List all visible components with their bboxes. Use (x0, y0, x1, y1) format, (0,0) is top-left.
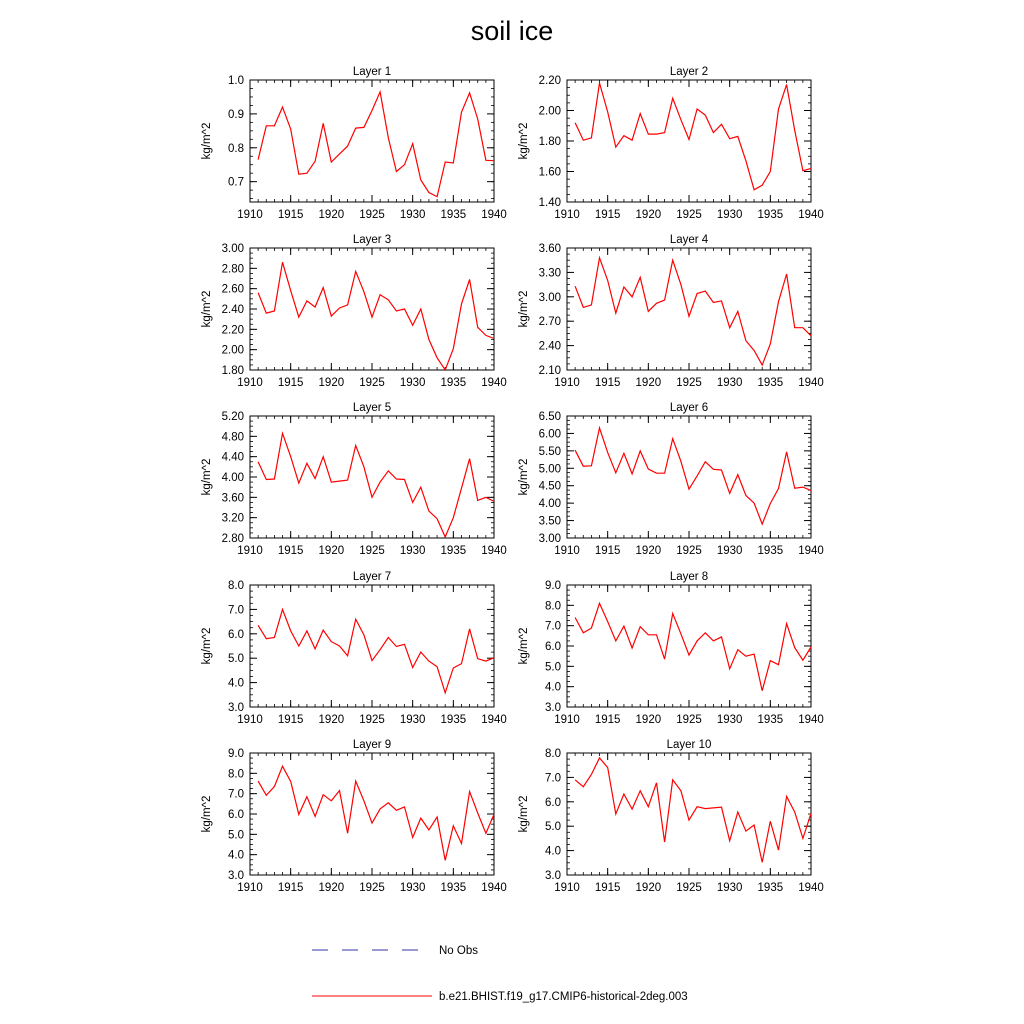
x-tick-label: 1930 (399, 714, 426, 726)
y-tick-label: 4.40 (221, 451, 244, 464)
y-axis-label: kg/m^2 (518, 627, 530, 665)
plot-frame (567, 248, 811, 370)
x-tick-label: 1935 (440, 377, 467, 389)
panel-layer-2 (518, 66, 824, 221)
legend-label: No Obs (439, 945, 478, 957)
y-tick-label: 8.0 (545, 748, 561, 760)
y-tick-label: 6.0 (545, 796, 561, 809)
x-tick-label: 1940 (798, 882, 824, 894)
x-tick-label: 1915 (277, 714, 304, 726)
x-tick-label: 1910 (237, 882, 263, 894)
x-tick-label: 1910 (237, 377, 263, 389)
x-tick-label: 1935 (440, 545, 467, 557)
y-tick-label: 9.0 (545, 580, 561, 592)
panel-layer-8 (518, 571, 824, 726)
x-tick-label: 1915 (594, 209, 621, 221)
panel-layer-7 (201, 571, 507, 726)
y-tick-label: 1.80 (221, 365, 244, 377)
y-tick-label: 2.40 (221, 304, 244, 316)
plot-frame (567, 585, 811, 707)
x-tick-label: 1910 (237, 545, 263, 557)
x-tick-label: 1925 (676, 882, 702, 894)
y-tick-label: 3.00 (538, 533, 561, 545)
y-tick-label: 8.0 (228, 768, 244, 781)
y-tick-label: 4.00 (538, 498, 561, 511)
y-tick-label: 3.30 (538, 267, 561, 280)
x-tick-label: 1930 (399, 882, 426, 894)
y-tick-label: 4.0 (228, 677, 244, 690)
x-tick-label: 1935 (757, 882, 784, 894)
x-tick-label: 1915 (594, 377, 621, 389)
y-axis-label: kg/m^2 (518, 795, 530, 833)
x-tick-label: 1920 (635, 209, 662, 221)
y-tick-label: 3.60 (221, 492, 244, 505)
y-tick-label: 5.0 (228, 829, 244, 842)
y-tick-label: 2.70 (538, 316, 561, 329)
panel-title: Layer 1 (352, 66, 392, 78)
x-tick-label: 1940 (481, 882, 507, 894)
y-tick-label: 2.00 (221, 344, 244, 357)
x-tick-label: 1935 (757, 714, 784, 726)
x-tick-label: 1930 (399, 209, 426, 221)
x-tick-label: 1915 (277, 882, 304, 894)
y-tick-label: 4.0 (545, 681, 561, 694)
series-line (258, 766, 494, 860)
y-tick-label: 7.0 (228, 788, 244, 801)
legend-label: b.e21.BHIST.f19_g17.CMIP6-historical-2deg.003 (439, 991, 688, 1003)
x-tick-label: 1920 (318, 209, 345, 221)
y-tick-label: 6.0 (228, 628, 244, 641)
plot-frame (250, 753, 494, 875)
series-line (258, 433, 494, 537)
y-tick-label: 5.0 (228, 653, 244, 666)
panel-layer-10 (518, 739, 824, 894)
x-tick-label: 1915 (277, 545, 304, 557)
y-tick-label: 2.20 (538, 75, 561, 87)
y-tick-label: 7.0 (545, 772, 561, 785)
series-line (258, 92, 494, 197)
x-tick-label: 1910 (554, 209, 580, 221)
panel-title: Layer 7 (352, 571, 392, 583)
plot-frame (250, 585, 494, 707)
y-tick-label: 2.80 (221, 533, 244, 545)
x-tick-label: 1920 (318, 377, 345, 389)
y-tick-label: 3.20 (221, 512, 244, 525)
y-tick-label: 2.40 (538, 340, 561, 353)
x-tick-label: 1935 (757, 377, 784, 389)
y-tick-label: 6.50 (538, 411, 561, 423)
y-tick-label: 5.0 (545, 661, 561, 674)
y-tick-label: 3.50 (538, 515, 561, 528)
y-tick-label: 3.0 (545, 870, 561, 882)
y-tick-label: 7.0 (228, 604, 244, 617)
x-tick-label: 1920 (635, 882, 662, 894)
panel-title: Layer 4 (669, 234, 709, 246)
x-tick-label: 1920 (318, 545, 345, 557)
x-tick-label: 1915 (277, 209, 304, 221)
y-tick-label: 9.0 (228, 748, 244, 760)
panel-title: Layer 6 (669, 402, 709, 414)
y-tick-label: 1.80 (538, 136, 561, 148)
y-tick-label: 6.00 (538, 428, 561, 441)
x-tick-label: 1935 (757, 545, 784, 557)
x-tick-label: 1940 (798, 545, 824, 557)
chart-title: soil ice (470, 16, 554, 46)
panel-layer-5 (201, 402, 507, 557)
y-tick-label: 3.0 (545, 702, 561, 714)
x-tick-label: 1940 (481, 714, 507, 726)
y-axis-label: kg/m^2 (201, 458, 213, 496)
series-line (575, 83, 811, 190)
plot-frame (567, 753, 811, 875)
x-tick-label: 1915 (594, 882, 621, 894)
series-line (575, 428, 811, 524)
x-tick-label: 1925 (676, 545, 702, 557)
x-tick-label: 1935 (440, 714, 467, 726)
x-tick-label: 1930 (399, 545, 426, 557)
y-tick-label: 3.00 (221, 243, 244, 255)
series-line (258, 609, 494, 692)
x-tick-label: 1930 (716, 882, 743, 894)
x-tick-label: 1910 (554, 377, 580, 389)
y-tick-label: 5.00 (538, 463, 561, 476)
x-tick-label: 1920 (635, 545, 662, 557)
x-tick-label: 1910 (237, 714, 263, 726)
panel-layer-4 (518, 234, 824, 389)
y-tick-label: 4.00 (221, 472, 244, 484)
x-tick-label: 1940 (481, 377, 507, 389)
y-tick-label: 4.0 (228, 849, 244, 862)
y-axis-label: kg/m^2 (201, 290, 213, 328)
x-tick-label: 1925 (359, 714, 385, 726)
panel-layer-3 (201, 234, 507, 389)
x-tick-label: 1925 (359, 377, 385, 389)
series-line (258, 262, 494, 370)
x-tick-label: 1925 (359, 882, 385, 894)
y-tick-label: 3.00 (538, 291, 561, 304)
y-tick-label: 6.0 (228, 809, 244, 821)
series-line (575, 758, 811, 862)
x-tick-label: 1940 (481, 209, 507, 221)
y-tick-label: 4.80 (221, 431, 244, 444)
plot-frame (567, 416, 811, 538)
x-tick-label: 1920 (635, 377, 662, 389)
x-tick-label: 1920 (318, 882, 345, 894)
y-tick-label: 7.0 (545, 620, 561, 633)
y-tick-label: 5.50 (538, 445, 561, 458)
y-tick-label: 6.0 (545, 641, 561, 653)
x-tick-label: 1925 (676, 377, 702, 389)
x-tick-label: 1920 (318, 714, 345, 726)
y-tick-label: 3.60 (538, 243, 561, 255)
panel-title: Layer 10 (666, 739, 712, 751)
y-tick-label: 4.0 (545, 845, 561, 858)
x-tick-label: 1925 (676, 714, 702, 726)
y-tick-label: 3.0 (228, 870, 244, 882)
y-tick-label: 8.0 (228, 580, 244, 592)
x-tick-label: 1930 (399, 377, 426, 389)
y-tick-label: 3.0 (228, 702, 244, 714)
y-tick-label: 2.20 (221, 324, 244, 337)
y-tick-label: 0.9 (228, 108, 244, 121)
y-tick-label: 1.0 (228, 75, 244, 87)
y-tick-label: 2.60 (221, 283, 244, 296)
x-tick-label: 1920 (635, 714, 662, 726)
y-tick-label: 0.7 (228, 176, 244, 189)
x-tick-label: 1940 (798, 209, 824, 221)
x-tick-label: 1910 (554, 545, 580, 557)
x-tick-label: 1940 (798, 714, 824, 726)
y-tick-label: 1.40 (538, 197, 561, 209)
x-tick-label: 1925 (359, 545, 385, 557)
x-tick-label: 1910 (237, 209, 263, 221)
panel-layer-6 (518, 402, 824, 557)
y-tick-label: 2.80 (221, 263, 244, 276)
legend (312, 945, 688, 1003)
x-tick-label: 1930 (716, 714, 743, 726)
y-axis-label: kg/m^2 (518, 458, 530, 496)
x-tick-label: 1910 (554, 714, 580, 726)
plot-frame (250, 248, 494, 370)
y-axis-label: kg/m^2 (518, 290, 530, 328)
x-tick-label: 1925 (676, 209, 702, 221)
panel-title: Layer 8 (669, 571, 709, 583)
x-tick-label: 1930 (716, 209, 743, 221)
x-tick-label: 1915 (594, 545, 621, 557)
plot-frame (250, 416, 494, 538)
x-tick-label: 1935 (440, 882, 467, 894)
y-axis-label: kg/m^2 (518, 122, 530, 160)
x-tick-label: 1915 (594, 714, 621, 726)
y-tick-label: 2.00 (538, 105, 561, 118)
panel-title: Layer 5 (352, 402, 392, 414)
y-axis-label: kg/m^2 (201, 627, 213, 665)
x-tick-label: 1925 (359, 209, 385, 221)
y-axis-label: kg/m^2 (201, 795, 213, 833)
x-tick-label: 1935 (440, 209, 467, 221)
y-axis-label: kg/m^2 (201, 122, 213, 160)
y-tick-label: 5.0 (545, 821, 561, 834)
series-line (575, 603, 811, 690)
panel-title: Layer 9 (352, 739, 392, 751)
y-tick-label: 5.20 (221, 411, 244, 423)
y-tick-label: 8.0 (545, 600, 561, 613)
panel-layer-9 (201, 739, 507, 894)
x-tick-label: 1940 (481, 545, 507, 557)
panel-title: Layer 3 (352, 234, 392, 246)
panel-title: Layer 2 (669, 66, 709, 78)
y-tick-label: 1.60 (538, 166, 561, 179)
x-tick-label: 1940 (798, 377, 824, 389)
y-tick-label: 4.50 (538, 480, 561, 493)
y-tick-label: 0.8 (228, 142, 244, 155)
series-line (575, 258, 811, 365)
y-tick-label: 2.10 (538, 365, 561, 377)
x-tick-label: 1935 (757, 209, 784, 221)
x-tick-label: 1910 (554, 882, 580, 894)
panel-layer-1 (201, 66, 507, 221)
x-tick-label: 1930 (716, 545, 743, 557)
x-tick-label: 1930 (716, 377, 743, 389)
x-tick-label: 1915 (277, 377, 304, 389)
